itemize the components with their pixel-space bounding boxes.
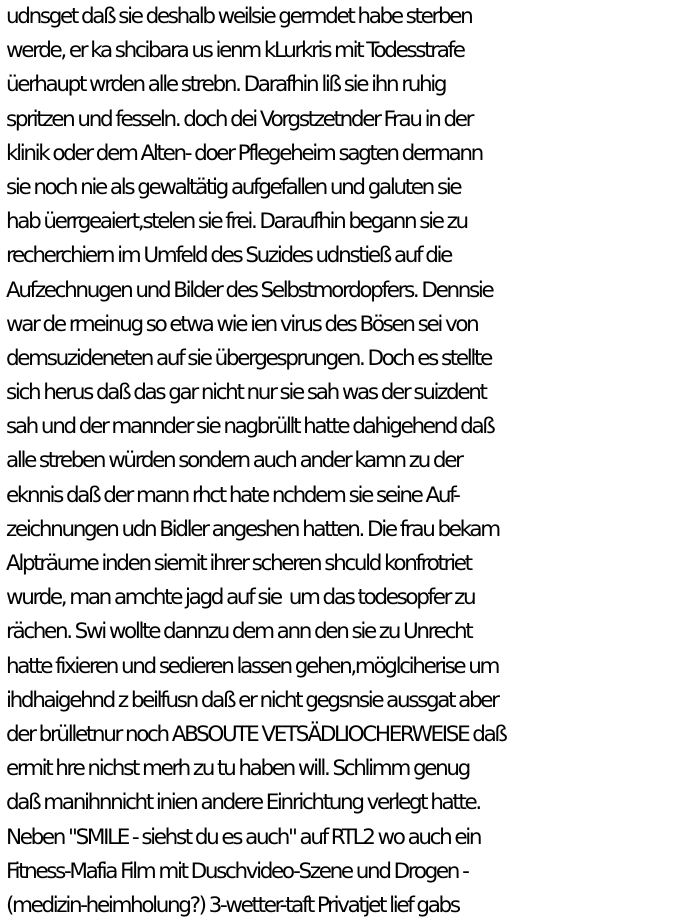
text-line: (medizin-heimholung?) 3-wetter-taft Privatjet lief gabs [6, 892, 459, 918]
text-line: rächen. Swi wollte dannzu dem ann den sie zu Unrecht [6, 619, 472, 645]
text-line: wurde, man amchte jagd auf sie um das todesopfer zu [6, 585, 475, 611]
text-line: üerhaupt wrden alle strebn. Darafhin liß sie ihn ruhig [6, 72, 446, 98]
document-page [6, 0, 684, 920]
text-line: hatte fixieren und sedieren lassen gehen,möglciherise um [6, 653, 499, 679]
text-line: Aufzechnugen und Bilder des Selbstmordopfers. Dennsie [6, 277, 493, 303]
text-line: werde, er ka shcibara us ienm kLurkris mit Todesstrafe [6, 38, 464, 64]
text-line: eknnis daß der mann rhct hate nchdem sie seine Auf- [6, 482, 459, 508]
text-line: zeichnungen udn Bidler angeshen hatten. Die frau bekam [6, 516, 499, 542]
text-line: alle streben würden sondern auch ander kamn zu der [6, 448, 462, 474]
text-line: Fitness-Mafia Film mit Duschvideo-Szene und Drogen - [6, 858, 468, 884]
text-line: demsuzideneten auf sie übergesprungen. Doch es stellte [6, 345, 491, 371]
text-line: udnsget daß sie deshalb weilsie germdet habe sterben [6, 4, 472, 29]
text-line: war de rmeinug so etwa wie ien virus des Bösen sei von [6, 311, 478, 337]
text-line: ermit hre nichst merh zu tu haben will. Schlimm genug [6, 756, 469, 782]
text-line: klinik oder dem Alten- doer Pflegeheim sagten dermann [6, 140, 482, 166]
text-line: sie noch nie als gewaltätig aufgefallen und galuten sie [6, 174, 461, 200]
text-line: hab üerrgeaiert,stelen sie frei. Daraufhin begann sie zu [6, 209, 467, 235]
text-line: der brülletnur noch ABSOUTE VETSÄDLIOCHERWEISE daß [6, 721, 506, 747]
text-line: sich herus daß das gar nicht nur sie sah was der suizdent [6, 380, 486, 406]
text-line: spritzen und fesseln. doch dei Vorgstzetnder Frau in der [6, 106, 473, 132]
text-line: ihdhaigehnd z beilfusn daß er nicht gegsnsie aussgat aber [6, 687, 498, 713]
text-line: recherchiern im Umfeld des Suzides udnstieß auf die [6, 243, 452, 269]
text-line: Alpträume inden siemit ihrer scheren shculd konfrotriet [6, 551, 471, 576]
text-line: daß manihnnicht inien andere Einrichtung verlegt hatte. [6, 790, 480, 816]
text-line: Neben "SMILE - siehst du es auch" auf RTL2 wo auch ein [6, 824, 481, 850]
text-line: sah und der mannder sie nagbrüllt hatte dahigehend daß [6, 414, 494, 440]
